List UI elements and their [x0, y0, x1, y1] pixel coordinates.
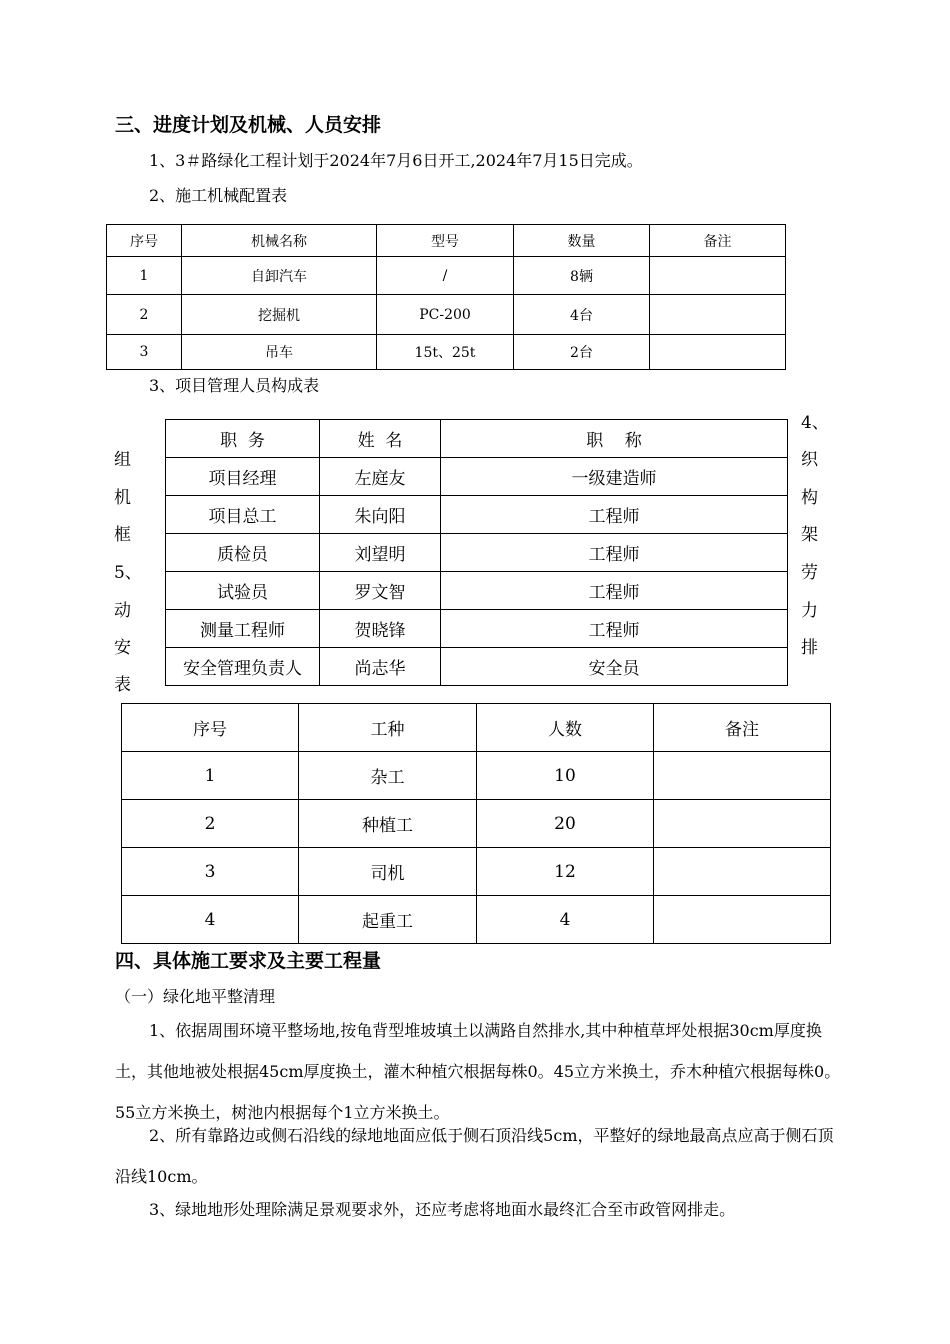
table-row: [122, 752, 831, 800]
vertical-char: 架: [801, 525, 818, 545]
table-cell: /: [377, 257, 514, 295]
table-row: [107, 295, 786, 335]
table-cell: 10: [477, 752, 654, 800]
table-row: [107, 335, 786, 370]
table-cell: [654, 848, 831, 896]
table-row: [122, 896, 831, 944]
header-cell: 人数: [477, 704, 654, 752]
table-cell: 2台: [514, 335, 650, 370]
table-cell: 1: [122, 752, 299, 800]
subsection-title: （一）绿化地平整清理: [115, 987, 276, 1006]
table-cell: [654, 752, 831, 800]
table-cell: 3: [122, 848, 299, 896]
vertical-char: 构: [801, 488, 818, 508]
table-row: [166, 572, 788, 610]
table-cell: 挖掘机: [182, 295, 377, 335]
table-cell: 4: [477, 896, 654, 944]
table-header-row: [166, 420, 788, 458]
table-cell: 8辆: [514, 257, 650, 295]
table-cell: 刘望明: [320, 534, 441, 572]
staff-table: [165, 419, 788, 686]
vertical-char: 框: [114, 525, 131, 545]
vertical-char: 机: [114, 488, 131, 508]
table-row: [166, 458, 788, 496]
table-cell: 4: [122, 896, 299, 944]
table-cell: 3: [107, 335, 182, 370]
paragraph-text: 2、所有靠路边或侧石沿线的绿地地面应低于侧石顶沿线5cm，平整好的绿地最高点应高于侧石顶沿线10cm。: [115, 1126, 834, 1186]
vertical-char: 动: [114, 601, 131, 621]
table-cell: 左庭友: [320, 458, 441, 496]
header-cell: 备注: [650, 225, 786, 257]
table-cell: 吊车: [182, 335, 377, 370]
table-cell: 种植工: [299, 800, 477, 848]
table-cell: 自卸汽车: [182, 257, 377, 295]
table-cell: 2: [122, 800, 299, 848]
table-cell: PC-200: [377, 295, 514, 335]
table-cell: 测量工程师: [166, 610, 320, 648]
table-cell: [650, 335, 786, 370]
table-row: [122, 800, 831, 848]
header-cell: 工种: [299, 704, 477, 752]
header-cell: 序号: [122, 704, 299, 752]
schedule-item: 1、3＃路绿化工程计划于2024年7月6日开工,2024年7月15日完成。: [149, 151, 643, 170]
machine-table: [106, 224, 786, 370]
vertical-char: 4、: [801, 413, 829, 433]
table-header-row: [107, 225, 786, 257]
table-cell: 15t、25t: [377, 335, 514, 370]
table-row: [166, 534, 788, 572]
header-cell: 机械名称: [182, 225, 377, 257]
table-cell: 朱向阳: [320, 496, 441, 534]
table-cell: 工程师: [441, 572, 788, 610]
vertical-char: 织: [801, 450, 818, 470]
vertical-char: 排: [801, 638, 818, 658]
table-cell: 司机: [299, 848, 477, 896]
vertical-char: 劳: [801, 563, 818, 583]
table-cell: 杂工: [299, 752, 477, 800]
labor-table: [121, 703, 831, 944]
table-cell: 质检员: [166, 534, 320, 572]
paragraph-text: 3、绿地地形处理除满足景观要求外，还应考虑将地面水最终汇合至市政管网排走。: [149, 1200, 736, 1219]
table-cell: 项目总工: [166, 496, 320, 534]
header-cell: 序号: [107, 225, 182, 257]
header-cell: 职 务: [166, 420, 320, 458]
paragraph-3: [115, 1189, 845, 1230]
table-cell: 试验员: [166, 572, 320, 610]
section4-title: 四、具体施工要求及主要工程量: [115, 950, 382, 972]
table-row: [166, 496, 788, 534]
table-cell: 贺晓锋: [320, 610, 441, 648]
table-cell: [654, 896, 831, 944]
header-cell: 数量: [514, 225, 650, 257]
table-cell: 工程师: [441, 610, 788, 648]
table-cell: 安全员: [441, 648, 788, 686]
paragraph-text: 1、依据周围环境平整场地,按龟背型堆坡填土以满路自然排水,其中种植草坪处根据30cm厚度换土，其他地被处根据45cm厚度换土，灌木种植穴根据每株0。45立方米换土，乔木种植穴根据每株0。55立方米换土，树池内根据每个1立方米换土。: [115, 1021, 841, 1122]
table-cell: 起重工: [299, 896, 477, 944]
table-cell: [650, 257, 786, 295]
table-row: [122, 848, 831, 896]
vertical-char: 安: [114, 638, 131, 658]
machine-table-caption: 2、施工机械配置表: [149, 186, 288, 205]
table-cell: 2: [107, 295, 182, 335]
table-cell: 1: [107, 257, 182, 295]
staff-table-caption: 3、项目管理人员构成表: [149, 376, 320, 395]
table-cell: 项目经理: [166, 458, 320, 496]
vertical-char: 力: [801, 601, 818, 621]
table-cell: [650, 295, 786, 335]
header-cell: 备注: [654, 704, 831, 752]
section3-title: 三、进度计划及机械、人员安排: [115, 114, 382, 136]
table-cell: 安全管理负责人: [166, 648, 320, 686]
table-cell: 4台: [514, 295, 650, 335]
header-cell: 姓 名: [320, 420, 441, 458]
table-row: [107, 257, 786, 295]
table-row: [166, 610, 788, 648]
vertical-char: 5、: [114, 563, 142, 583]
table-cell: 工程师: [441, 496, 788, 534]
paragraph-2: [115, 1115, 845, 1197]
vertical-char: 组: [114, 450, 131, 470]
table-cell: 20: [477, 800, 654, 848]
vertical-char: 表: [114, 675, 131, 695]
header-cell: 职 称: [441, 420, 788, 458]
table-cell: 罗文智: [320, 572, 441, 610]
table-cell: 尚志华: [320, 648, 441, 686]
table-cell: 一级建造师: [441, 458, 788, 496]
table-cell: 12: [477, 848, 654, 896]
table-row: [166, 648, 788, 686]
table-header-row: [122, 704, 831, 752]
header-cell: 型号: [377, 225, 514, 257]
table-cell: [654, 800, 831, 848]
table-cell: 工程师: [441, 534, 788, 572]
